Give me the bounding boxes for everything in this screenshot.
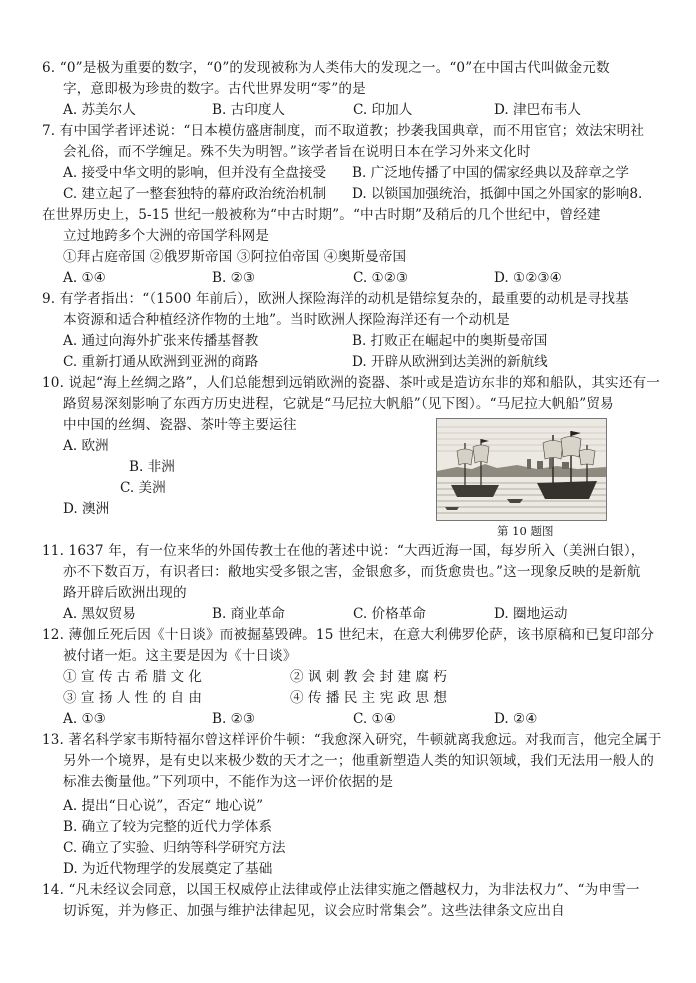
- q9-option-b: B. 打败正在崛起中的奥斯曼帝国: [352, 333, 548, 349]
- q14-stem-line1: 14. “凡未经议会同意，以国王权威停止法律或停止法律实施之僭越权力，为非法权力”、“为申雪一: [42, 882, 640, 898]
- q6-stem-line2: 字，意即极为珍贵的数字。古代世界发明“零”的是: [63, 81, 366, 97]
- q7-option-b: B. 广泛地传播了中国的儒家经典以及辞章之学: [352, 165, 629, 181]
- q11-option-c: C. 价格革命: [353, 606, 426, 622]
- q7-option-c: C. 建立起了一整套独特的幕府政治统治机制: [63, 186, 327, 202]
- q12-option-a: A. ①③: [63, 711, 106, 727]
- q12-item-1: ① 宣 传 古 希 腊 文 化: [63, 669, 202, 685]
- q13-stem-line2: 另外一个境界，是有史以来极少数的天才之一；他重新塑造人类的知识领域，我们无法用一般人的: [63, 753, 654, 769]
- q12-option-c: C. ①④: [353, 711, 396, 727]
- q8-option-d: D. ①②③④: [494, 270, 562, 286]
- q12-item-2: ② 讽 刺 教 会 封 建 腐 朽: [290, 669, 447, 685]
- q9-stem-line2: 本资源和适合种植经济作物的土地”。当时欧洲人探险海洋还有一个动机是: [63, 312, 510, 328]
- q7-option-d: D. 以锁国加强统治，抵御中国之外国家的影响8.: [352, 186, 643, 202]
- galleon-illustration: [437, 419, 606, 520]
- q8-items: ①拜占庭帝国 ②俄罗斯帝国 ③阿拉伯帝国 ④奥斯曼帝国: [63, 249, 407, 265]
- q8-option-a: A. ①④: [63, 270, 106, 286]
- q10-stem-line1: 10. 说起“海上丝绸之路”，人们总能想到远销欧洲的瓷器、茶叶或是造访东非的郑和船队，其实还有一: [42, 375, 660, 391]
- q12-item-4: ④ 传 播 民 主 宪 政 思 想: [290, 690, 447, 706]
- q10-option-c: C. 美洲: [120, 480, 166, 496]
- figure-caption: 第 10 题图: [497, 524, 554, 538]
- q8-option-b: B. ②③: [212, 270, 256, 286]
- q10-stem-line3: 中中国的丝绸、瓷器、茶叶等主要运往: [63, 417, 297, 433]
- q8-stem-line2: 立过地跨多个大洲的帝国学科网是: [63, 228, 270, 244]
- q10-option-d: D. 澳洲: [63, 501, 110, 517]
- q12-stem-line2: 被付诸一炬。这主要是因为《十日谈》: [63, 648, 297, 664]
- q12-stem-line1: 12. 薄伽丘死后因《十日谈》而被掘墓毁碑。15 世纪末，在意大利佛罗伦萨，该书原稿和已复印部分: [42, 627, 655, 643]
- q7-option-a: A. 接受中华文明的影响，但并没有全盘接受: [63, 165, 327, 181]
- q8-option-c: C. ①②③: [353, 270, 409, 286]
- q11-stem-line2: 亦不下数百万，有识者曰：敝地实受多银之害，金银愈多，而货愈贵也。”这一现象反映的是新航: [63, 564, 641, 580]
- q13-option-a: A. 提出“日心说”，否定“ 地心说”: [63, 798, 264, 814]
- q9-stem-line1: 9. 有学者指出：“（1500 年前后），欧洲人探险海洋的动机是错综复杂的，最重要的动机是寻找基: [42, 291, 629, 307]
- q12-item-3: ③ 宣 扬 人 性 的 自 由: [63, 690, 202, 706]
- q7-stem-line2: 会礼俗，而不学缠足。殊不失为明智。”该学者旨在说明日本在学习外来文化时: [63, 144, 531, 160]
- q11-option-a: A. 黑奴贸易: [63, 606, 136, 622]
- q12-option-d: D. ②④: [494, 711, 538, 727]
- q10-option-a: A. 欧洲: [63, 438, 109, 454]
- q11-option-b: B. 商业革命: [212, 606, 286, 622]
- q13-stem-line1: 13. 著名科学家韦斯特福尔曾这样评价牛顿：“我愈深入研究，牛顿就离我愈远。对我而言，他完全属于: [42, 732, 662, 748]
- q6-option-d: D. 津巴布韦人: [494, 102, 582, 118]
- q8-stem-line1: 在世界历史上，5-15 世纪一般被称为“中古时期”。“中古时期”及稍后的几个世纪中，曾经建: [42, 207, 601, 223]
- manila-galleon-engraving: [436, 418, 607, 521]
- q14-stem-line2: 切诉冤，并为修正、加强与维护法律起见，议会应时常集会”。这些法律条文应出自: [63, 903, 565, 919]
- q13-option-b: B. 确立了较为完整的近代力学体系: [63, 819, 272, 835]
- q13-option-c: C. 确立了实验、归纳等科学研究方法: [63, 840, 286, 856]
- q11-stem-line1: 11. 1637 年，有一位来华的外国传教士在他的著述中说：“大西近海一国，每岁所入（美洲白银），: [42, 543, 645, 559]
- q11-option-d: D. 圈地运动: [494, 606, 568, 622]
- q12-option-b: B. ②③: [212, 711, 256, 727]
- q6-option-c: C. 印加人: [353, 102, 413, 118]
- q9-option-a: A. 通过向海外扩张来传播基督教: [63, 333, 259, 349]
- q6-stem-line1: 6. “0”是极为重要的数字，“0”的发现被称为人类伟大的发现之一。“0”在中国古代叫做金元数: [42, 60, 610, 76]
- q9-option-c: C. 重新打通从欧洲到亚洲的商路: [63, 354, 259, 370]
- q13-option-d: D. 为近代物理学的发展奠定了基础: [63, 861, 273, 877]
- q9-option-d: D. 开辟从欧洲到达美洲的新航线: [352, 354, 548, 370]
- q10-option-b: B. 非洲: [129, 459, 175, 475]
- q10-stem-line2: 路贸易深刻影响了东西方历史进程，它就是“马尼拉大帆船”（见下图）。“马尼拉大帆船”贸易: [63, 396, 614, 412]
- q6-option-a: A. 苏美尔人: [63, 102, 136, 118]
- q6-option-b: B. 古印度人: [212, 102, 286, 118]
- q7-stem-line1: 7. 有中国学者评述说：“日本模仿盛唐制度，而不取道教；抄袭我国典章，而不用宦官；效法宋明社: [42, 123, 645, 139]
- q11-stem-line3: 路开辟后欧洲出现的: [63, 585, 187, 601]
- q13-stem-line3: 标准去衡量他。”下列项中，不能作为这一评价依据的是: [63, 774, 394, 790]
